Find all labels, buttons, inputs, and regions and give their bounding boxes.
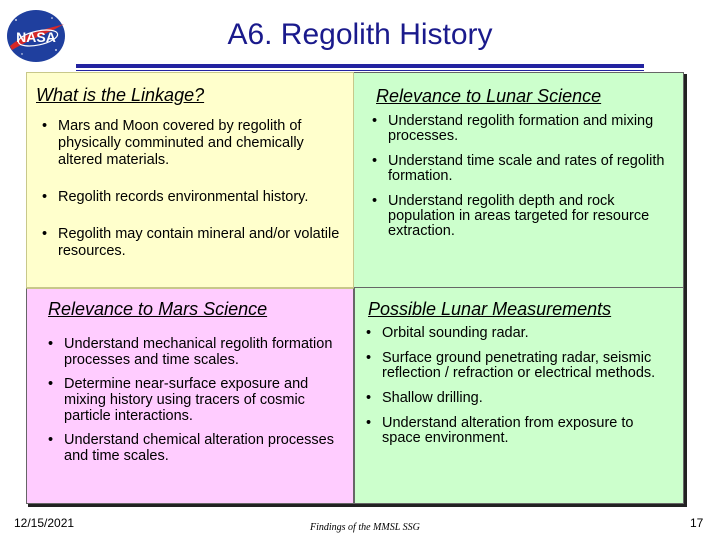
list-item: • Understand alteration from exposure to space environment. — [366, 416, 674, 446]
slide-title: A6. Regolith History — [227, 18, 493, 51]
footer-date: 12/15/2021 — [14, 516, 75, 530]
lunar-measurements-list — [366, 326, 674, 446]
lunar-measurements-heading: Possible Lunar Measurements — [368, 299, 612, 319]
list-item: • Understand mechanical regolith formation processes and time scales. — [48, 336, 346, 368]
list-item: • Orbital sounding radar. — [366, 326, 674, 341]
linkage-list — [42, 118, 342, 260]
list-item: • Mars and Moon covered by regolith of physically comminuted and chemically altered materials. — [42, 118, 342, 169]
panel-shadow-bottom — [28, 504, 687, 507]
list-item: • Understand regolith depth and rock population in areas targeted for resource extraction. — [372, 194, 672, 239]
list-item: • Shallow drilling. — [366, 391, 674, 406]
list-item: • Surface ground penetrating radar, seismic reflection / refraction or electrical methods. — [366, 351, 674, 381]
mars-relevance-list — [48, 336, 346, 464]
linkage-heading: What is the Linkage? — [36, 85, 205, 105]
title-rule-thin — [76, 70, 644, 71]
list-item: • Regolith may contain mineral and/or volatile resources. — [42, 226, 342, 260]
title-rule — [76, 64, 644, 68]
nasa-logo-icon — [4, 6, 68, 66]
lunar-relevance-heading: Relevance to Lunar Science — [376, 86, 602, 106]
nasa-logo-text: NASA — [16, 29, 56, 45]
mars-relevance-heading: Relevance to Mars Science — [48, 299, 268, 319]
footer-source: Findings of the MMSL SSG — [310, 522, 420, 533]
list-item: • Regolith records environmental history. — [42, 189, 342, 206]
list-item: • Determine near-surface exposure and mixing history using tracers of cosmic particle interactions. — [48, 376, 346, 424]
list-item: • Understand time scale and rates of regolith formation. — [372, 154, 672, 184]
list-item: • Understand regolith formation and mixing processes. — [372, 114, 672, 144]
list-item: • Understand chemical alteration processes and time scales. — [48, 432, 346, 464]
panel-shadow-right — [684, 74, 687, 506]
lunar-relevance-list — [372, 114, 672, 239]
page-number: 17 — [690, 516, 704, 530]
